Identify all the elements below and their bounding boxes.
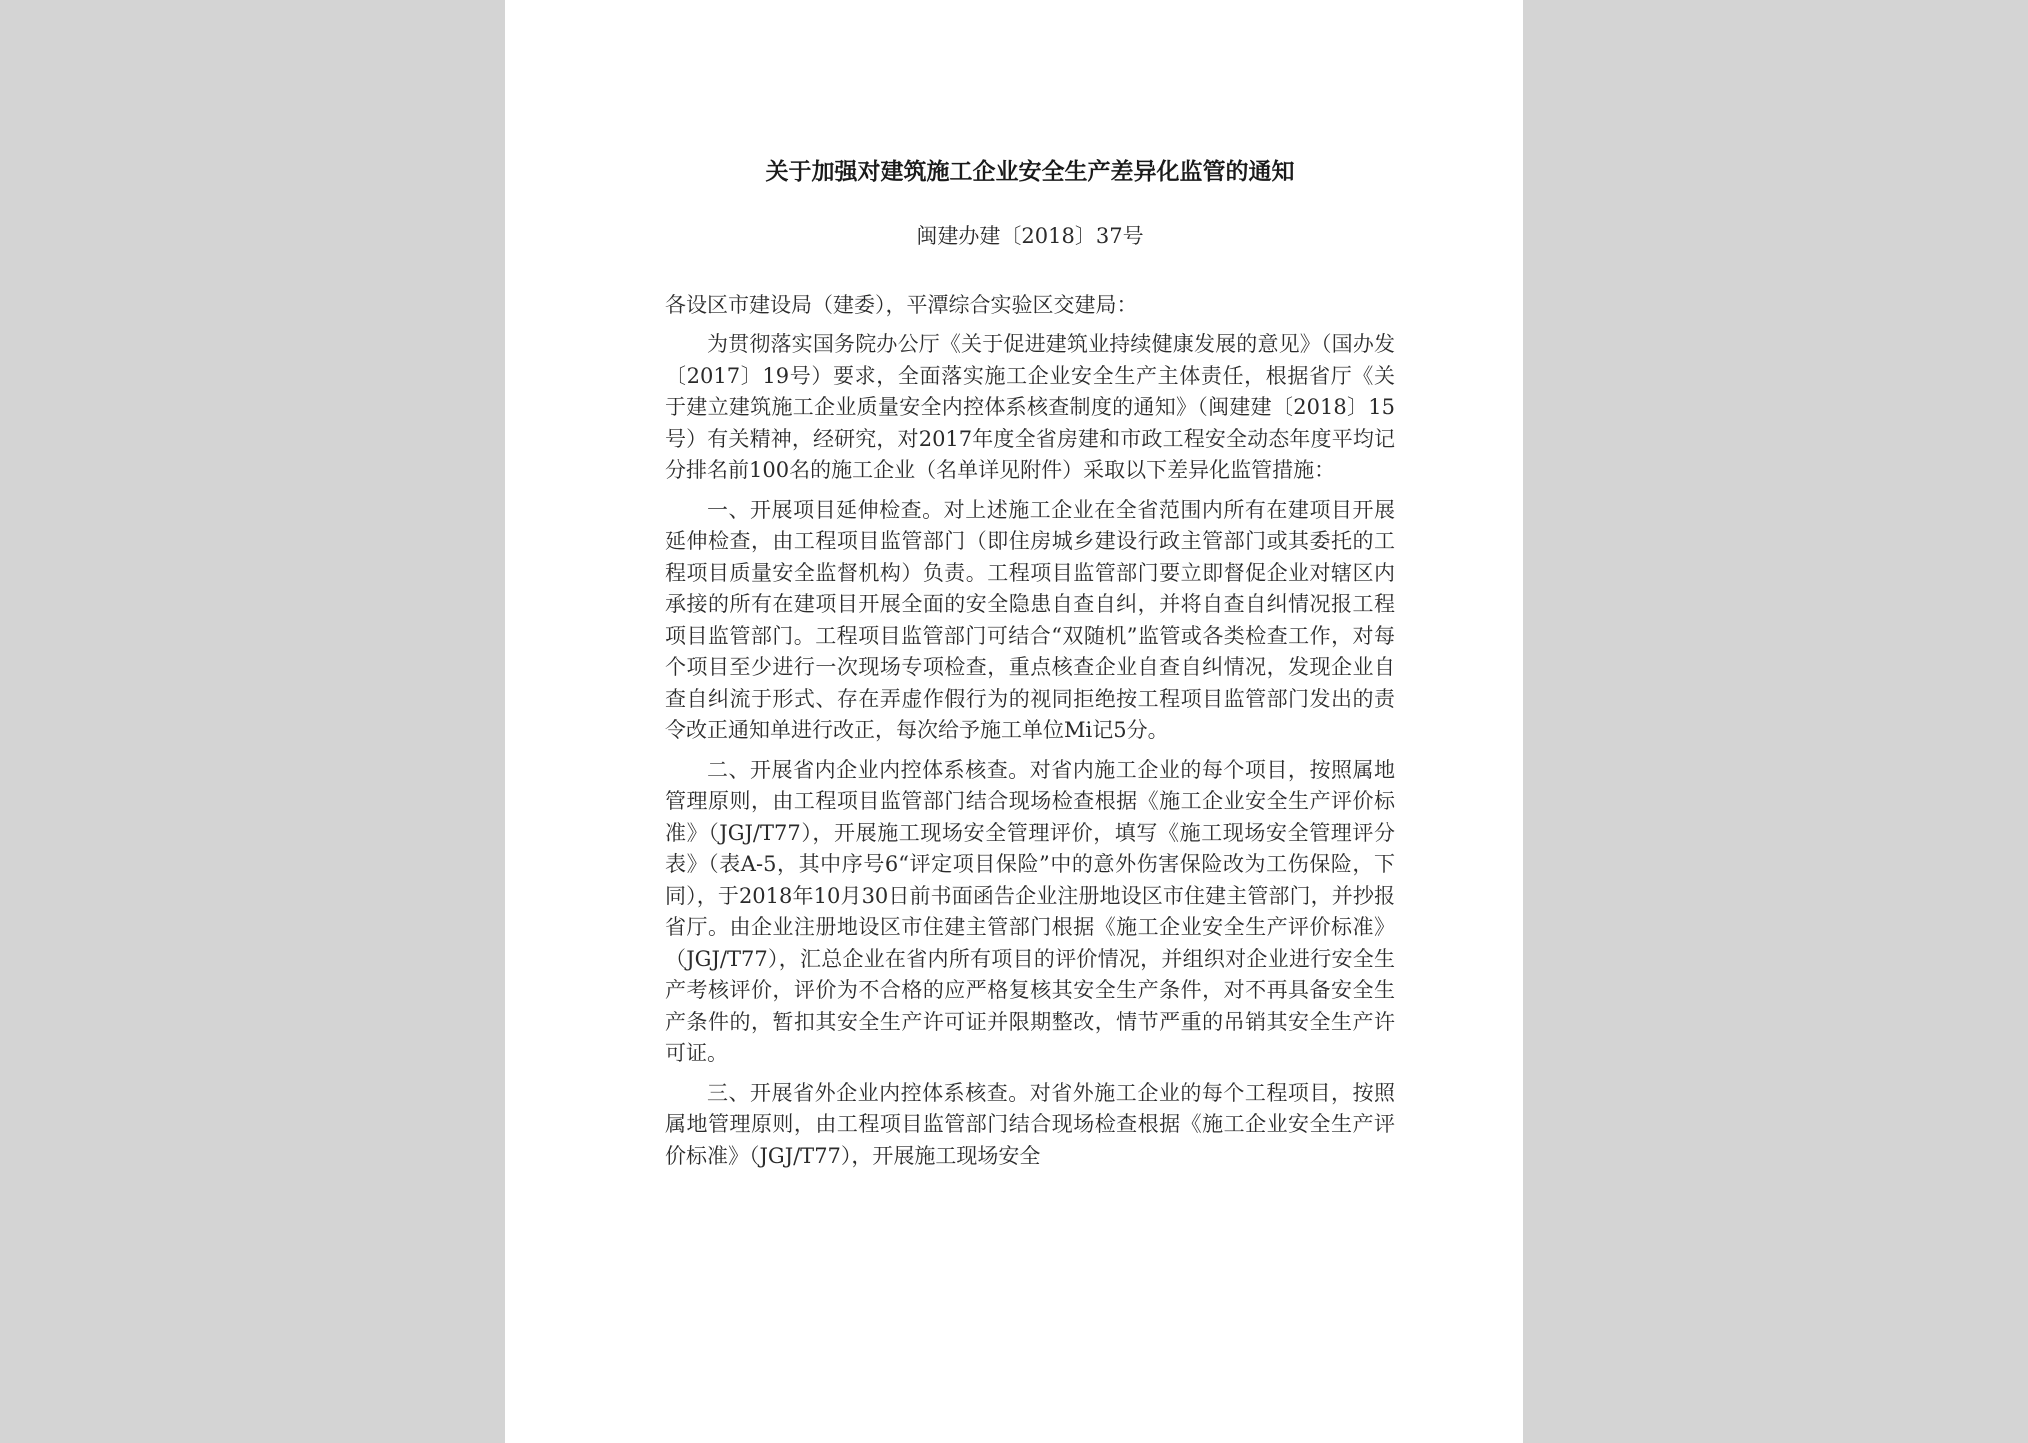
paragraph-intro: 为贯彻落实国务院办公厅《关于促进建筑业持续健康发展的意见》（国办发〔2017〕19号）要求，全面落实施工企业安全生产主体责任，根据省厅《关于建立建筑施工企业质量安全内控体系核查制度的通知》（闽建建〔2018〕15号）有关精神，经研究，对2017年度全省房建和市政工程安全动态年度平均记分排名前100名的施工企业（名单详见附件）采取以下差异化监管措施： [665,332,1395,482]
addressee-line: 各设区市建设局（建委），平潭综合实验区交建局： [665,293,1138,317]
document-title: 关于加强对建筑施工企业安全生产差异化监管的通知 [765,159,1295,185]
document-number: 闽建办建〔2018〕37号 [916,224,1144,248]
paragraph-section-1: 一、开展项目延伸检查。对上述施工企业在全省范围内所有在建项目开展延伸检查，由工程项目监管部门（即住房城乡建设行政主管部门或其委托的工程项目质量安全监督机构）负责。工程项目监管部门要立即督促企业对辖区内承接的所有在建项目开展全面的安全隐患自查自纠，并将自查自纠情况报工程项目监管部门。工程项目监管部门可结合“双随机”监管或各类检查工作，对每个项目至少进行一次现场专项检查，重点核查企业自查自纠情况，发现企业自查自纠流于形式、存在弄虚作假行为的视同拒绝按工程项目监管部门发出的责令改正通知单进行改正，每次给予施工单位Mi记5分。 [665,497,1395,742]
document-page [505,0,1523,1443]
paragraph-section-2: 二、开展省内企业内控体系核查。对省内施工企业的每个项目，按照属地管理原则，由工程项目监管部门结合现场检查根据《施工企业安全生产评价标准》（JGJ/T77），开展施工现场安全管理评价，填写《施工现场安全管理评分表》（表A-5，其中序号6“评定项目保险”中的意外伤害保险改为工伤保险，下同），于2018年10月30日前书面函告企业注册地设区市住建主管部门，并抄报省厅。由企业注册地设区市住建主管部门根据《施工企业安全生产评价标准》（JGJ/T77），汇总企业在省内所有项目的评价情况，并组织对企业进行安全生产考核评价，评价为不合格的应严格复核其安全生产条件，对不再具备安全生产条件的，暂扣其安全生产许可证并限期整改，情节严重的吊销其安全生产许可证。 [665,757,1395,1065]
paragraph-section-3: 三、开展省外企业内控体系核查。对省外施工企业的每个工程项目，按照属地管理原则，由工程项目监管部门结合现场检查根据《施工企业安全生产评价标准》（JGJ/T77），开展施工现场安全 [665,1080,1395,1168]
page-content [665,150,1395,1180]
